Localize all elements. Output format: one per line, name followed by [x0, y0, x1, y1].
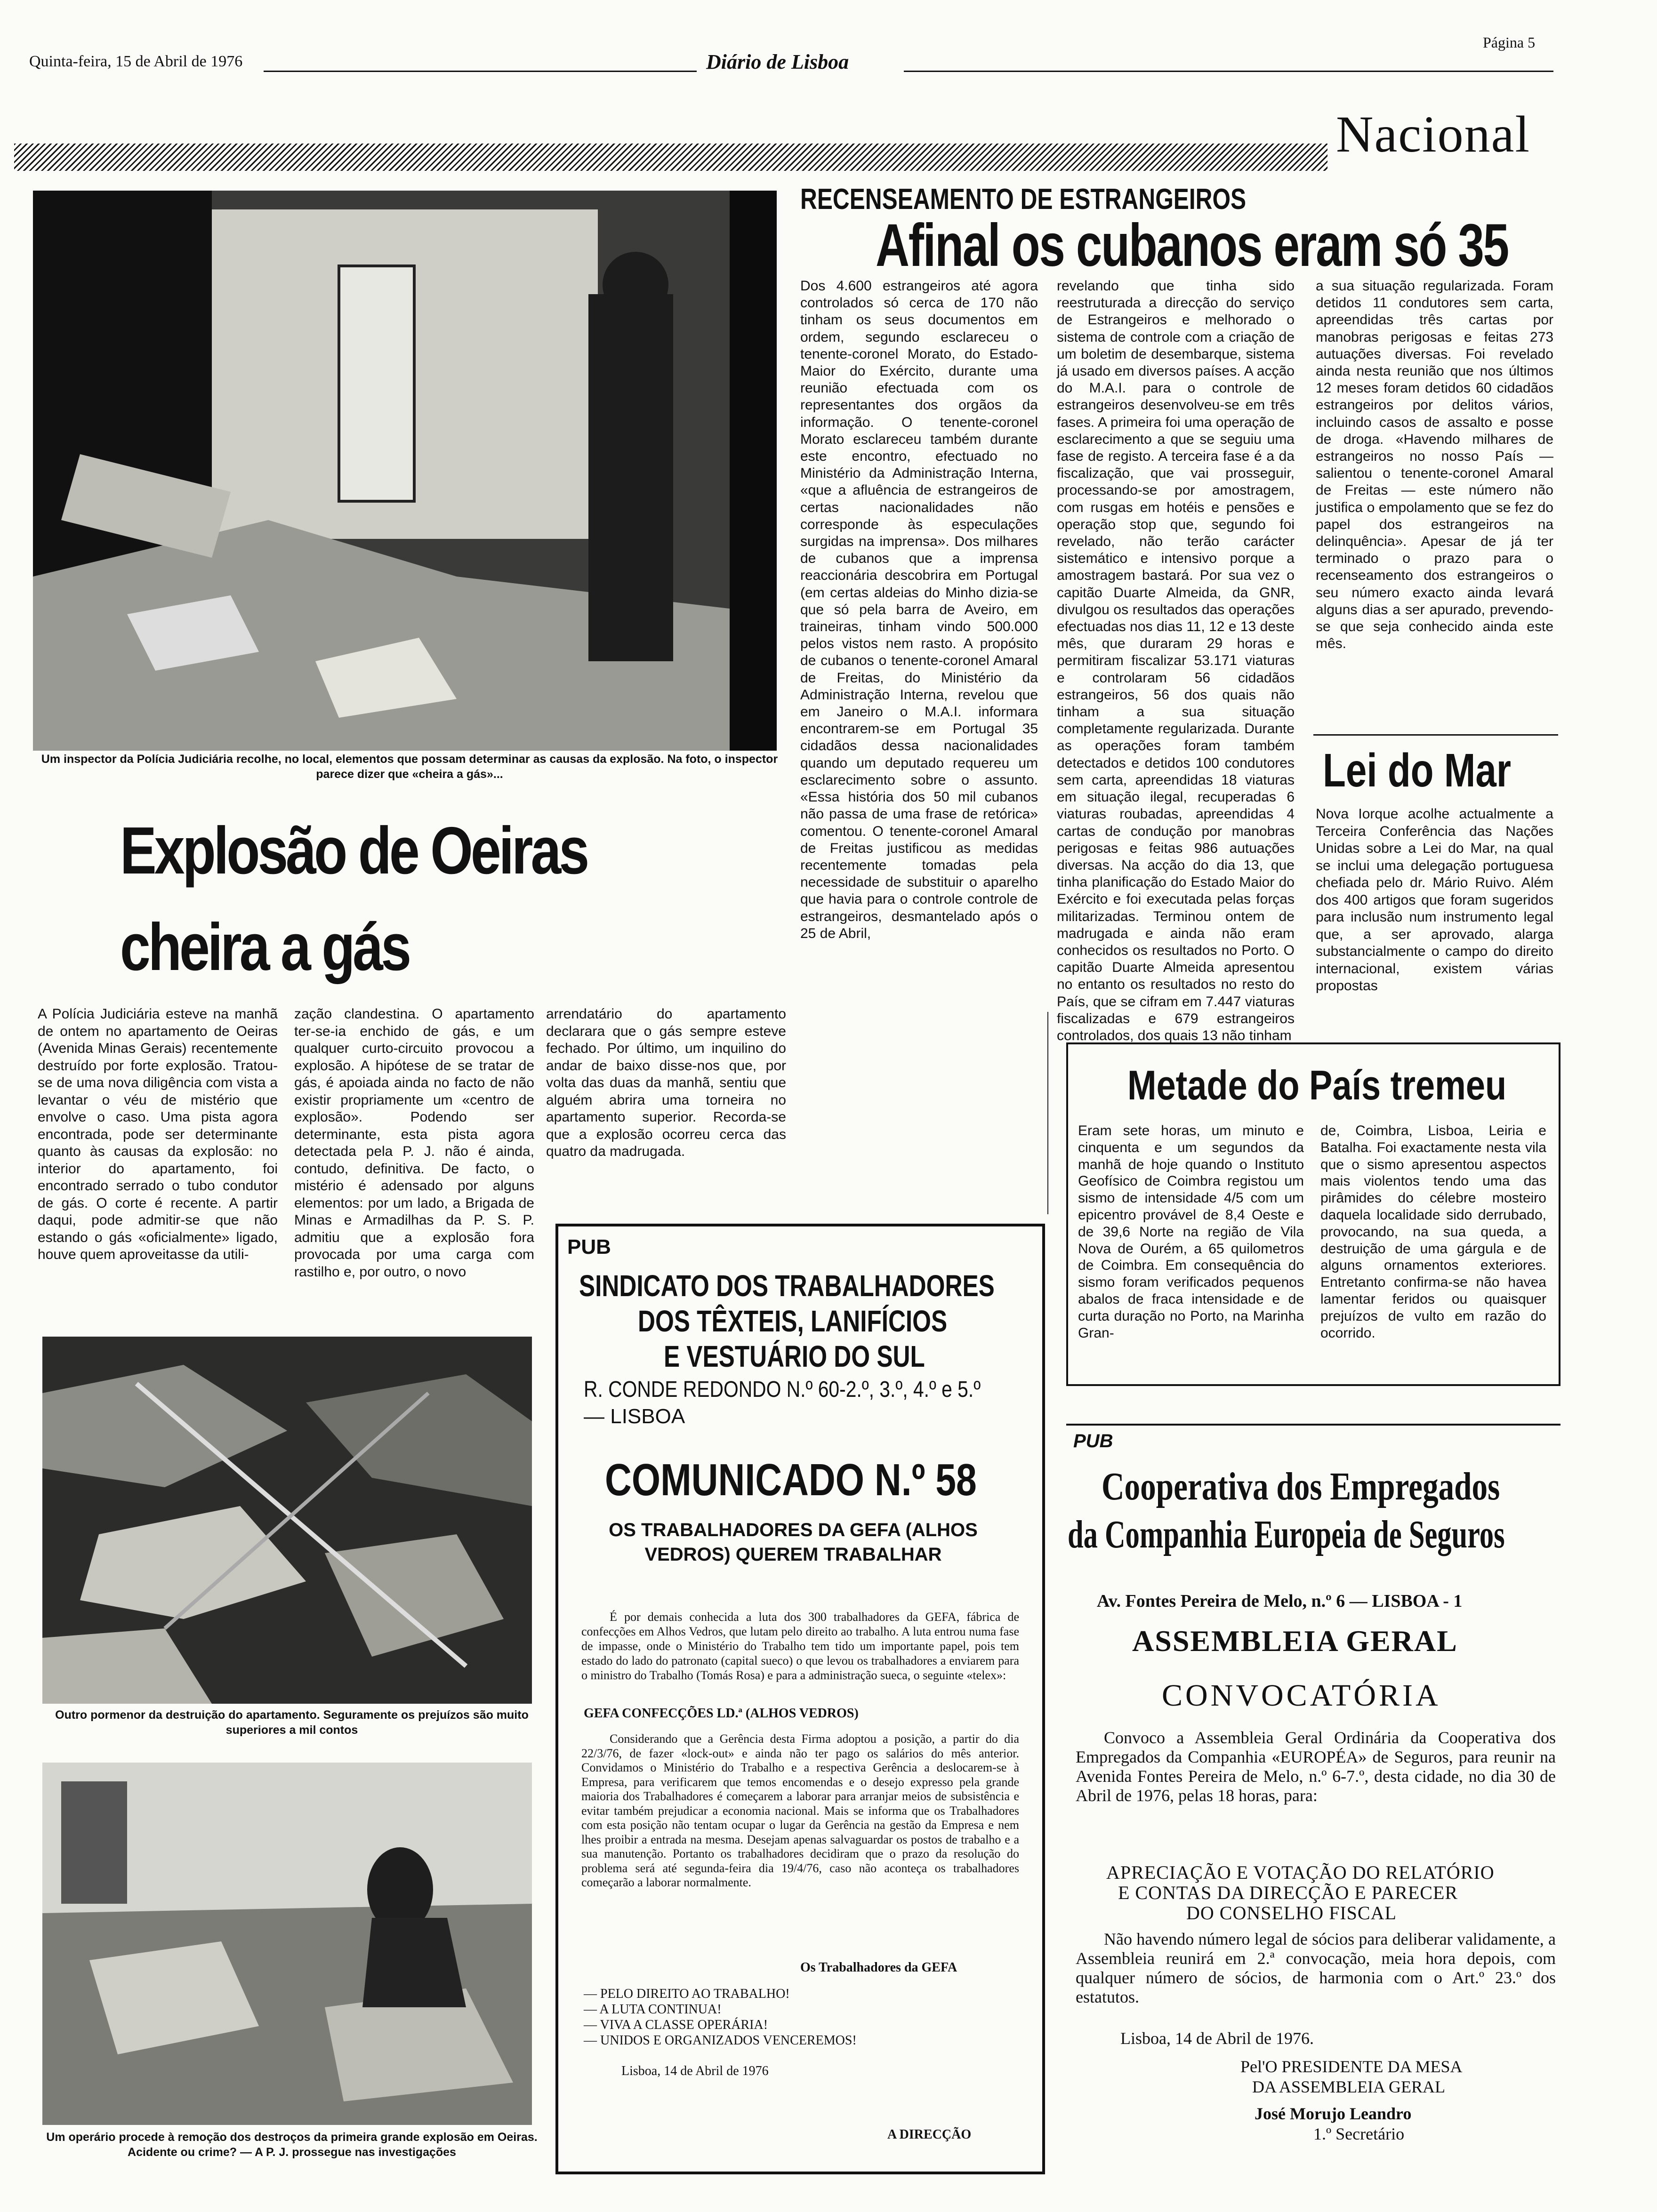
- textil-comunicado: COMUNICADO N.º 58: [605, 1455, 977, 1505]
- destruction-photo-image: [42, 1337, 532, 1704]
- textil-title-1: SINDICATO DOS TRABALHADORES: [579, 1269, 995, 1303]
- masthead: Diário de Lisboa: [706, 50, 849, 73]
- coop-assembleia: ASSEMBLEIA GERAL: [1132, 1624, 1458, 1658]
- textil-gefa: GEFA CONFECÇÕES LD.ª (ALHOS VEDROS): [584, 1706, 859, 1721]
- sismo-col-2: de, Coimbra, Lisboa, Leiria e Batalha. Foi exactamente nesta vila que o sismo apresentou aspectos mais violentos tendo uma das pirâmides do célebre mosteiro daquela localidade sido derrubado, provocando, na sua queda, a destruição de uma gárgula e de alguns ornamentos exteriores. Entretanto confirma-se não havea lamentar feridos ou quaisquer prejuízos de vulto em razão do ocorrido.: [1320, 1123, 1546, 1341]
- textil-slogan: — A LUTA CONTINUA!: [584, 2002, 722, 2017]
- coop-convocatoria: CONVOCATÓRIA: [1162, 1678, 1441, 1713]
- sismo-headline: Metade do País tremeu: [1127, 1062, 1507, 1108]
- section-title: Nacional: [1336, 105, 1531, 163]
- textil-direccao: A DIRECÇÃO: [887, 2127, 972, 2142]
- coop-president-1: Pel'O PRESIDENTE DA MESA: [1240, 2057, 1463, 2076]
- section-hatch: [14, 144, 1327, 171]
- textil-pub-label: PUB: [567, 1235, 611, 1258]
- coop-signatory-name: José Morujo Leandro: [1255, 2104, 1412, 2123]
- coop-agenda-1: APRECIAÇÃO E VOTAÇÃO DO RELATÓRIO: [1106, 1862, 1495, 1883]
- cubanos-col-3: a sua situação regularizada. Foram detidos 11 condutores sem carta, apreendidas três cartas por manobras perigosas e feitas 273 autuações diversas. Foi revelado ainda nesta reunião que nos últimos 12 meses foram detidos 60 cidadãos estrangeiros por delitos vários, incluindo casos de assalto e posse de droga. «Havendo milhares de estrangeiros no nosso País — salientou o tenente-coronel Amaral de Freitas — este número não justifica o empolamento que se fez do papel dos estrangeiros na delinquência». Apesar de já ter terminado o prazo para o recenseamento dos estrangeiros o seu número exacto ainda levará alguns dias a ser apurado, prevendo-se que seja conhecido ainda este mês.: [1316, 278, 1553, 652]
- cubanos-kicker: RECENSEAMENTO DE ESTRANGEIROS: [800, 183, 1247, 216]
- textil-subtitle: OS TRABALHADORES DA GEFA (ALHOS VEDROS) QUEREM TRABALHAR: [609, 1520, 978, 1565]
- inspector-photo-image: [33, 191, 777, 751]
- coop-top-rule: [1066, 1424, 1560, 1426]
- coop-date: Lisboa, 14 de Abril de 1976.: [1120, 2029, 1314, 2048]
- leimar-headline: Lei do Mar: [1323, 744, 1512, 797]
- worker-photo: [42, 1763, 532, 2125]
- oeiras-col-1: A Polícia Judiciária esteve na manhã de ontem no apartamento de Oeiras (Avenida Minas Gerais) recentemente destruído por forte explosão. Tratou-se de uma nova diligência com vista a levantar o véu de mistério que envolve o caso. Uma pista agora encontrada, pode ser determinante quanto às causas da explosão: no interior do apartamento, foi encontrado serrado o tubo condutor de gás. O corte é recente. A partir daqui, pode admitir-se que não estando o gás «oficialmente» ligado, houve quem aproveitasse da utili-: [38, 1006, 278, 1262]
- oeiras-headline: [120, 802, 727, 995]
- coop-president-2: DA ASSEMBLEIA GERAL: [1252, 2077, 1446, 2096]
- inspector-photo: [33, 191, 777, 751]
- textil-signature: Os Trabalhadores da GEFA: [800, 1960, 957, 1975]
- leimar-rule: [1313, 734, 1558, 736]
- coop-para-2: Não havendo número legal de sócios para deliberar validamente, a Assembleia reunirá em 2.ª convocação, meia hora depois, com qualquer número de sócios, de harmonia com o Art.º 23.º dos estatutos.: [1076, 1930, 1556, 2006]
- destruction-photo-caption: Outro pormenor da destruição do apartamento. Seguramente os prejuízos são muito superiores a mil contos: [55, 1708, 529, 1737]
- coop-agenda-2: E CONTAS DA DIRECÇÃO E PARECER: [1118, 1882, 1458, 1903]
- coop-title-2: da Companhia Europeia de Seguros: [1068, 1513, 1505, 1556]
- leimar-body: Nova Iorque acolhe actualmente a Terceira Conferência das Nações Unidas sobre a Lei do Mar, na qual se inclui uma delegação portuguesa chefiada pelo dr. Mário Ruivo. Além dos 400 artigos que foram sugeridos para inclusão num instrumento legal que, a ser aprovado, alarga substancialmente o campo do direito internacional, existem várias propostas: [1316, 806, 1553, 994]
- coop-pub-label: PUB: [1073, 1431, 1113, 1451]
- page-label: Página 5: [1483, 34, 1536, 51]
- textil-address-1: R. CONDE REDONDO N.º 60-2.º, 3.º, 4.º e 5.º: [584, 1377, 981, 1402]
- worker-photo-image: [42, 1763, 532, 2125]
- coop-para-1: Convoco a Assembleia Geral Ordinária da Cooperativa dos Empregados da Companhia «EUROPÉA» de Seguros, para reunir na Avenida Fontes Pereira de Melo, n.º 6-7.º, desta cidade, no dia 30 de Abril de 1976, pelas 18 horas, para:: [1076, 1728, 1556, 1805]
- header-rule-right: [904, 71, 1553, 72]
- header-date: Quinta-feira, 15 de Abril de 1976: [29, 53, 243, 70]
- textil-slogan: — VIVA A CLASSE OPERÁRIA!: [584, 2018, 768, 2032]
- textil-slogan: — PELO DIREITO AO TRABALHO!: [584, 1987, 790, 2001]
- textil-slogan: — UNIDOS E ORGANIZADOS VENCEREMOS!: [584, 2033, 857, 2048]
- cubanos-headline: Afinal os cubanos eram só 35: [876, 212, 1508, 279]
- sismo-col-1: Eram sete horas, um minuto e cinquenta e um segundos da manhã de hoje quando o Instituto Geofísico de Coimbra registou um sismo de intensidade 4/5 com um epicentro provável de 8,4 Oeste e de 39,6 Norte na região de Vila Nova de Ourém, a 65 quilometros de Coimbra. Em consequência do sismo foram verificados pequenos abalos de fraca intensidade e de curta duração no Porto, na Marinha Gran-: [1078, 1123, 1304, 1341]
- coop-agenda-3: DO CONSELHO FISCAL: [1186, 1902, 1397, 1923]
- header-rule-left: [264, 71, 697, 72]
- cubanos-col-2: revelando que tinha sido reestruturada a direcção do serviço de Estrangeiros e melhorado o sistema de controle com a criação de um boletim de desembarque, sistema já usado em diversos países. A acção do M.A.I. para o controle de estrangeiros desenvolveu-se em três fases. A primeira foi uma operação de esclarecimento a que se seguiu uma fase de registo. A terceira fase é a da fiscalização, que vai prosseguir, processando-se por amostragem, com rusgas em hotéis e pensões e operação stop que, segundo foi revelado, não terão carácter sistemático e intensivo porque a amostragem bastará. Por sua vez o capitão Duarte Almeida, da GNR, divulgou os resultados das operações efectuadas nos dias 11, 12 e 13 deste mês, que duraram 29 horas e permitiram fiscalizar 53.171 viaturas e controlaram 56 cidadãos estrangeiros, 56 dos quais não tinham a sua situação completamente regularizada. Durante as operações foram também detectados e detidos 100 condutores sem carta, apreendidas 18 viaturas em situação ilegal, recuperadas 6 viaturas roubadas, apreendidas 4 cartas de condução por manobras perigosas e feitas 986 autuações diversas. Na acção do dia 13, que tinha planificação do Estado Maior do Exército e foi executada pelas forças militarizadas. Terminou ontem de madrugada e ainda não eram conhecidos os resultados no Porto. O capitão Duarte Almeida apresentou no entanto os resultados no resto do País, que se cifram em 7.447 viaturas fiscalizadas e 679 estrangeiros controlados, dos quais 13 não tinham: [1057, 278, 1295, 1043]
- textil-para-2: Considerando que a Gerência desta Firma adoptou a posição, a partir do dia 22/3/76, de fazer «lock-out» e ainda não ter pago os salários do mês anterior. Convidamos o Ministério do Trabalho e a respectiva Gerência a deslocarem-se à Empresa, para verificarem que temos encomendas e o desejo expresso pela grande maioria dos Trabalhadores é começarem a laborar para arranjar meios de subsistência e evitar também prejudicar a economia nacional. Mais se informa que os Trabalhadores com esta posição não tentam ocupar o lugar da Gerência na gestão da Empresa e nem lhes proibir a entrada na mesma. Desejam apenas salvaguardar os postos de trabalho e a sua manutenção. Portanto os trabalhadores decidiram que o prazo da resolução do problema será até segunda-feira dia 19/4/76, caso não aconteça os trabalhadores começarão a laborar normalmente.: [581, 1732, 1019, 1889]
- textil-para-1: É por demais conhecida a luta dos 300 trabalhadores da GEFA, fábrica de confecções em Alhos Vedros, que lutam pelo direito ao trabalho. A luta entrou numa fase de impasse, onde o Ministério do Trabalho tem tido um importante papel, pois tem estado do lado do patronato (capital sueco) o que levou os trabalhadores a enviarem para o ministro do Trabalho (Tomás Rosa) e para a administração sueca, o seguinte «telex»:: [581, 1610, 1019, 1682]
- oeiras-col-3: arrendatário do apartamento declarara que o gás sempre esteve fechado. Por último, um inquilino do andar de baixo disse-nos que, por volta das duas da manhã, sentiu que alguém abrira uma torneira no apartamento superior. Recorda-se que a explosão ocorreu cerca das quatro da madrugada.: [546, 1006, 786, 1159]
- inspector-photo-caption: Um inspector da Polícia Judiciária recolhe, no local, elementos que possam determinar as causas da explosão. Na foto, o inspector parece dizer que «cheira a gás»...: [41, 753, 778, 781]
- textil-title-3: E VESTUÁRIO DO SUL: [664, 1339, 925, 1373]
- coop-signatory-role: 1.º Secretário: [1313, 2124, 1405, 2143]
- column-rule: [1047, 1012, 1048, 1214]
- oeiras-headline-text: Explosão de Oeiras cheira a gás: [120, 813, 587, 985]
- destruction-photo: [42, 1337, 532, 1704]
- textil-address-2: — LISBOA: [584, 1405, 685, 1428]
- textil-slogans: [584, 1986, 857, 2048]
- textil-date: Lisboa, 14 de Abril de 1976: [621, 2064, 769, 2078]
- worker-photo-caption: Um operário procede à remoção dos destroços da primeira grande explosão em Oeiras. Acidente ou crime? — A P. J. prossegue nas investigações: [46, 2131, 538, 2159]
- coop-address: Av. Fontes Pereira de Melo, n.º 6 — LISBOA - 1: [1097, 1591, 1463, 1611]
- textil-title-2: DOS TÊXTEIS, LANIFÍCIOS: [638, 1304, 948, 1338]
- oeiras-col-2: zação clandestina. O apartamento ter-se-ia enchido de gás, e um qualquer curto-circuito provocou a explosão. A hipótese de se tratar de gás, é apoiada ainda no facto de não existir propriamente um «centro de explosão». Podendo ser determinante, esta pista agora detectada pela P. J. não é ainda, contudo, definitiva. De facto, o mistério é adensado por alguns elementos: por um lado, a Brigada de Minas e Armadilhas da P. S. P. admitiu que a explosão fora provocada por uma carga com rastilho e, por outro, o novo: [294, 1006, 534, 1280]
- coop-title-1: Cooperativa dos Empregados: [1102, 1465, 1500, 1508]
- cubanos-col-1: Dos 4.600 estrangeiros até agora controlados só cerca de 170 não tinham os seus documentos em ordem, segundo esclareceu o tenente-coronel Morato, do Estado-Maior do Exército, durante uma reunião efectuada com os representantes dos orgãos da informação. O tenente-coronel Morato esclareceu também durante este encontro, efectuado no Ministério da Administração Interna, «que a afluência de estrangeiros de certas nacionalidades não corresponde às especulações surgidas na imprensa». Dos milhares de cubanos que a imprensa reaccionária descobrira em Portugal (em certas aldeias do Minho dizia-se que só pela barra de Aveiro, em traineiras, tinham vindo 500.000 pelos vistos nem rasto. A propósito de cubanos o tenente-coronel Amaral de Freitas, do Ministério da Administração Interna, revelou que em Janeiro o M.A.I. informara encontrarem-se em Portugal 35 cidadãos dessa nacionalidades quando um deputado requereu um esclarecimento sobre o assunto. «Essa história dos 50 mil cubanos não passa de uma frase de retórica» comentou. O tenente-coronel Amaral de Freitas justificou as medidas recentemente tomadas pela necessidade de substituir o aparelho que havia para o controle controle de estrangeiros, desmantelado após o 25 de Abril,: [800, 278, 1038, 941]
